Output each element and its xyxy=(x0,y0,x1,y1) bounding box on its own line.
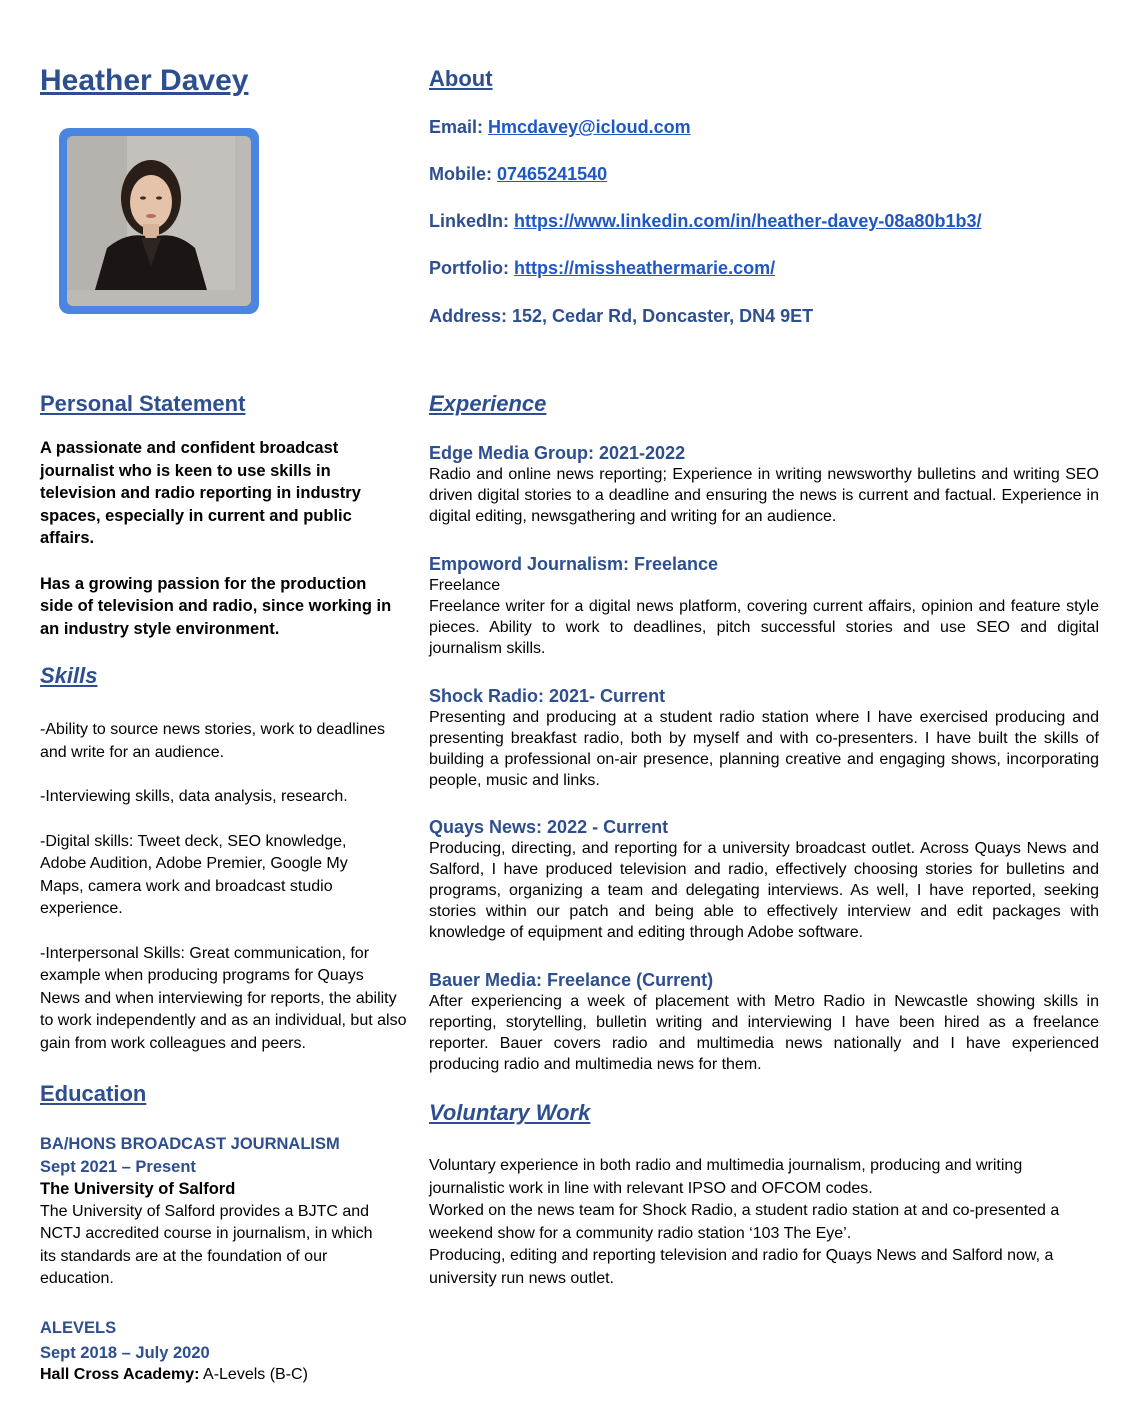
skill-item: -Interviewing skills, data analysis, research. xyxy=(40,788,348,805)
mobile-link[interactable]: 07465241540 xyxy=(497,164,608,184)
job-title: Empoword Journalism: Freelance xyxy=(429,554,719,574)
personal-statement-heading: Personal Statement xyxy=(40,391,246,416)
skill-item: -Ability to source news stories, work to deadlines and write for an audience. xyxy=(40,721,386,761)
portfolio-link[interactable]: https://missheathermarie.com/ xyxy=(514,258,776,278)
profile-photo xyxy=(59,128,259,314)
email-label: Email: xyxy=(429,117,484,137)
portfolio-row xyxy=(429,258,775,279)
experience-heading: Experience xyxy=(429,391,547,416)
linkedin-row xyxy=(429,211,981,232)
linkedin-link[interactable]: https://www.linkedin.com/in/heather-davey-08a80b1b3/ xyxy=(514,211,982,231)
job-entry xyxy=(429,442,1099,527)
job-title: Bauer Media: Freelance (Current) xyxy=(429,970,714,990)
education-description: A-Levels (B-C) xyxy=(203,1366,308,1383)
job-subtitle: Freelance xyxy=(429,577,501,594)
job-title: Edge Media Group: 2021-2022 xyxy=(429,443,686,463)
skill-item: -Interpersonal Skills: Great communication, for example when producing programs for Quays News and when interviewing for reports, the ability to work independently and as an individual, but also gain from work colleagues and peers. xyxy=(40,944,407,1052)
education-dates: Sept 2018 – July 2020 xyxy=(40,1343,210,1362)
education-entry-1 xyxy=(40,1133,390,1291)
education-institution: The University of Salford xyxy=(40,1180,236,1198)
job-description: Producing, directing, and reporting for a university broadcast outlet. Across Quays News and Salford, I have produced television and radio, effectively choosing stories for bulletins and programs, organizing a team and delegating interviews. As well, I have reported, seeking stories within our patch and being able to effectively interview and edit packages with knowledge of equipment and editing through Adobe software. xyxy=(429,840,1099,941)
voluntary-heading: Voluntary Work xyxy=(429,1100,591,1125)
job-description: After experiencing a week of placement with Metro Radio in Newcastle showing skills in reporting, storytelling, bulletin writing and interviewing I have been hired as a freelance reporter. Bauer covers radio and multimedia news nationally and I have experienced producing radio and multimedia news for them. xyxy=(429,993,1099,1073)
job-title: Quays News: 2022 - Current xyxy=(429,817,669,837)
education-heading: Education xyxy=(40,1081,147,1106)
voluntary-text xyxy=(429,1155,1094,1290)
education-course: ALEVELS xyxy=(40,1319,117,1337)
email-link[interactable]: Hmcdavey@icloud.com xyxy=(488,117,691,137)
job-description: Freelance writer for a digital news platform, covering current affairs, opinion and feature style pieces. Ability to work to deadlines, pitch successful stories and use SEO and digital journalism skills. xyxy=(429,598,1099,657)
voluntary-line: Voluntary experience in both radio and multimedia journalism, producing and writing journalistic work in line with relevant IPSO and OFCOM codes. xyxy=(429,1157,1023,1197)
voluntary-line: Producing, editing and reporting television and radio for Quays News and Salford now, a university run news outlet. xyxy=(429,1247,1054,1287)
skill-item: -Digital skills: Tweet deck, SEO knowledge, Adobe Audition, Adobe Premier, Google My Maps, camera work and broadcast studio experience. xyxy=(40,832,348,917)
skills-list xyxy=(40,719,408,1055)
education-institution: Hall Cross Academy: xyxy=(40,1366,200,1383)
email-row xyxy=(429,117,691,138)
job-title: Shock Radio: 2021- Current xyxy=(429,686,666,706)
job-entry xyxy=(429,816,1099,943)
candidate-name: Heather Davey xyxy=(40,64,249,97)
education-course: BA/HONS BROADCAST JOURNALISM xyxy=(40,1135,340,1153)
address: Address: 152, Cedar Rd, Doncaster, DN4 9ET xyxy=(429,306,814,326)
job-description: Presenting and producing at a student radio station where I have exercised producing and presenting breakfast radio, both by myself and with co-presenters. I have built the skills of building a professional on-air presence, planning creative and engaging shows, incorporating people, music and links. xyxy=(429,709,1099,789)
portfolio-label: Portfolio: xyxy=(429,258,509,278)
job-entry xyxy=(429,685,1099,791)
personal-statement-para-1: A passionate and confident broadcast journalist who is keen to use skills in television and radio reporting in industry spaces, especially in current and public affairs. xyxy=(40,439,361,547)
education-description: The University of Salford provides a BJTC and NCTJ accredited course in journalism, in which its standards are at the foundation of our education. xyxy=(40,1202,373,1287)
linkedin-label: LinkedIn: xyxy=(429,211,509,231)
job-entry xyxy=(429,969,1099,1075)
mobile-row xyxy=(429,164,607,185)
profile-portrait-image xyxy=(67,136,251,306)
voluntary-line: Worked on the news team for Shock Radio, a student radio station at and co-presented a weekend show for a community radio station ‘103 The Eye’. xyxy=(429,1202,1060,1242)
about-heading: About xyxy=(429,66,493,91)
personal-statement-para-2: Has a growing passion for the production side of television and radio, since working in an industry style environment. xyxy=(40,574,392,638)
skills-heading: Skills xyxy=(40,663,98,688)
education-dates: Sept 2021 – Present xyxy=(40,1157,196,1176)
job-entry xyxy=(429,553,1099,659)
job-description: Radio and online news reporting; Experience in writing newsworthy bulletins and writing SEO driven digital stories to a deadline and ensuring the news is current and factual. Experience in digital editing, newsgathering and writing for an audience. xyxy=(429,466,1099,525)
personal-statement xyxy=(40,437,395,640)
education-entry-2 xyxy=(40,1317,390,1387)
mobile-label: Mobile: xyxy=(429,164,492,184)
